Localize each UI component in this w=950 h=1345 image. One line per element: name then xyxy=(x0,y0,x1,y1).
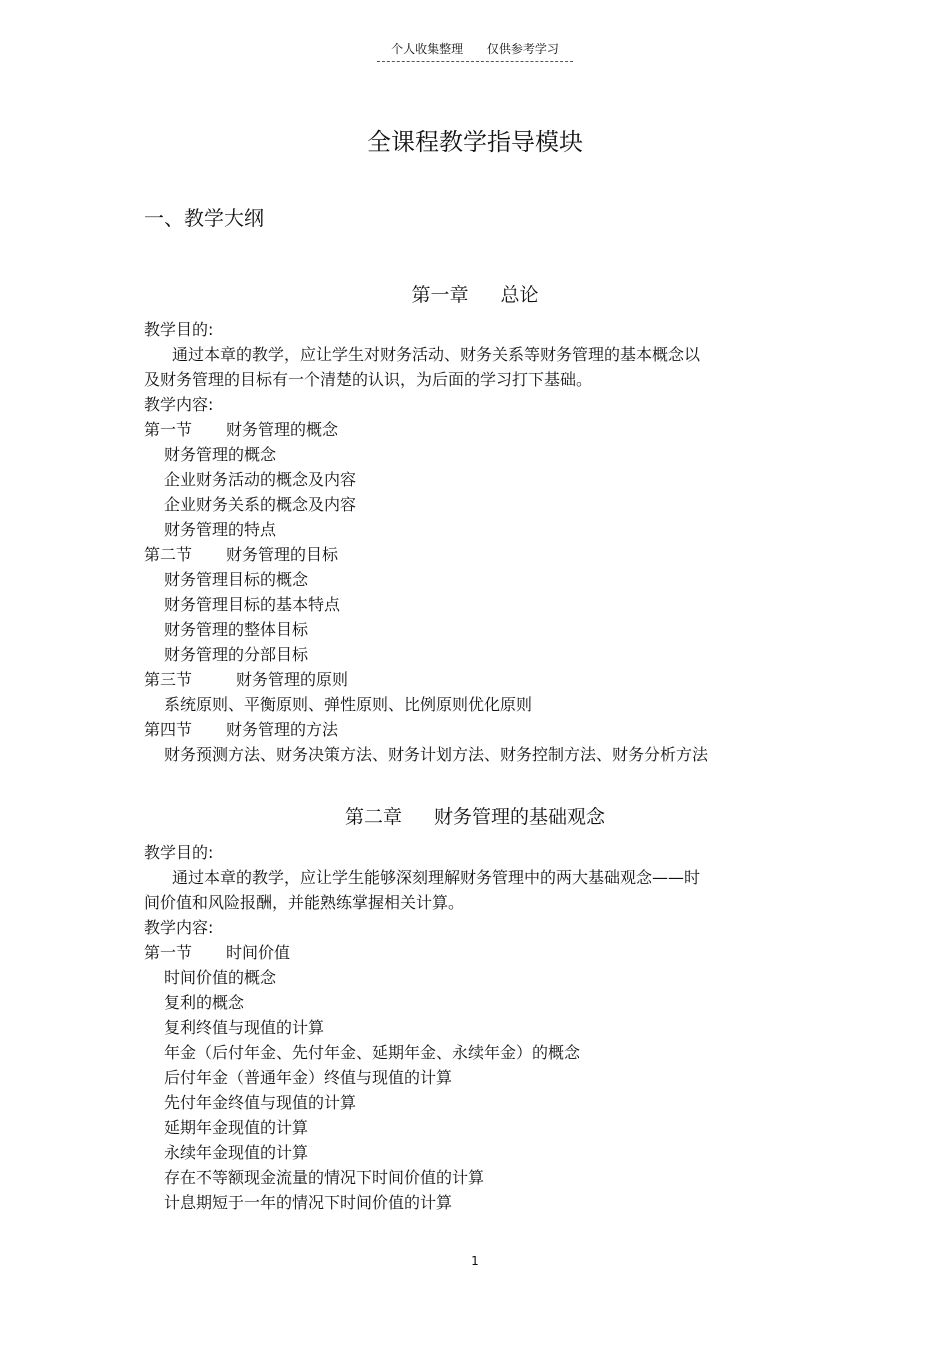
ch1-section-2-heading xyxy=(144,542,784,567)
list-item: 时间价值的概念 xyxy=(164,968,277,987)
chapter-1-label: 第一章 xyxy=(411,284,469,306)
chapter-1-name: 总论 xyxy=(500,284,539,306)
list-item: 财务管理的分部目标 xyxy=(164,645,309,664)
section-heading: 一、教学大纲 xyxy=(144,206,264,230)
chapter-2-body xyxy=(144,840,784,1215)
list-item: 延期年金现值的计算 xyxy=(164,1118,309,1137)
ch2-content-label: 教学内容: xyxy=(144,918,214,937)
list-item: 财务管理的概念 xyxy=(164,445,277,464)
section-number: 第二节 xyxy=(144,545,193,564)
section-number: 第一节 xyxy=(144,420,193,439)
ch2-purpose-label: 教学目的: xyxy=(144,843,214,862)
ch2-purpose-line-1: 通过本章的教学，应让学生能够深刻理解财务管理中的两大基础观念——时 xyxy=(172,868,701,887)
ch1-content-label: 教学内容: xyxy=(144,395,214,414)
page-number: 1 xyxy=(471,1254,479,1268)
ch1-section-4-heading xyxy=(144,717,784,742)
list-item: 存在不等额现金流量的情况下时间价值的计算 xyxy=(164,1168,485,1187)
list-item: 先付年金终值与现值的计算 xyxy=(164,1093,357,1112)
section-number: 第三节 xyxy=(144,670,193,689)
chapter-2-heading xyxy=(0,802,950,829)
list-item: 财务管理的整体目标 xyxy=(164,620,309,639)
section-name: 财务管理的目标 xyxy=(226,545,339,564)
list-item: 计息期短于一年的情况下时间价值的计算 xyxy=(164,1193,453,1212)
list-item: 企业财务活动的概念及内容 xyxy=(164,470,357,489)
list-item: 财务预测方法、财务决策方法、财务计划方法、财务控制方法、财务分析方法 xyxy=(164,745,709,764)
ch1-purpose-label: 教学目的: xyxy=(144,320,214,339)
ch1-purpose-line-2: 及财务管理的目标有一个清楚的认识，为后面的学习打下基础。 xyxy=(144,370,593,389)
chapter-1-heading xyxy=(0,280,950,307)
header-right-text: 仅供参考学习 xyxy=(486,42,559,56)
list-item: 系统原则、平衡原则、弹性原则、比例原则优化原则 xyxy=(164,695,533,714)
ch1-section-3-heading xyxy=(144,667,784,692)
section-name: 财务管理的原则 xyxy=(236,670,349,689)
header-left-text: 个人收集整理 xyxy=(391,42,464,56)
page-header xyxy=(0,40,950,62)
ch1-section-1-heading xyxy=(144,417,784,442)
chapter-1-body xyxy=(144,317,784,767)
section-name: 财务管理的方法 xyxy=(226,720,339,739)
list-item: 永续年金现值的计算 xyxy=(164,1143,309,1162)
ch2-purpose-line-2: 间价值和风险报酬，并能熟练掌握相关计算。 xyxy=(144,893,465,912)
ch2-section-1-heading xyxy=(144,940,784,965)
document-title: 全课程教学指导模块 xyxy=(367,128,583,156)
chapter-2-name: 财务管理的基础观念 xyxy=(434,806,606,828)
list-item: 年金（后付年金、先付年金、延期年金、永续年金）的概念 xyxy=(164,1043,581,1062)
list-item: 财务管理目标的概念 xyxy=(164,570,309,589)
list-item: 企业财务关系的概念及内容 xyxy=(164,495,357,514)
list-item: 后付年金（普通年金）终值与现值的计算 xyxy=(164,1068,453,1087)
ch1-purpose-line-1: 通过本章的教学，应让学生对财务活动、财务关系等财务管理的基本概念以 xyxy=(172,345,701,364)
list-item: 财务管理目标的基本特点 xyxy=(164,595,341,614)
section-number: 第一节 xyxy=(144,943,193,962)
list-item: 复利终值与现值的计算 xyxy=(164,1018,325,1037)
list-item: 财务管理的特点 xyxy=(164,520,277,539)
list-item: 复利的概念 xyxy=(164,993,245,1012)
section-number: 第四节 xyxy=(144,720,193,739)
section-name: 时间价值 xyxy=(226,943,291,962)
chapter-2-label: 第二章 xyxy=(344,806,402,828)
section-name: 财务管理的概念 xyxy=(226,420,339,439)
